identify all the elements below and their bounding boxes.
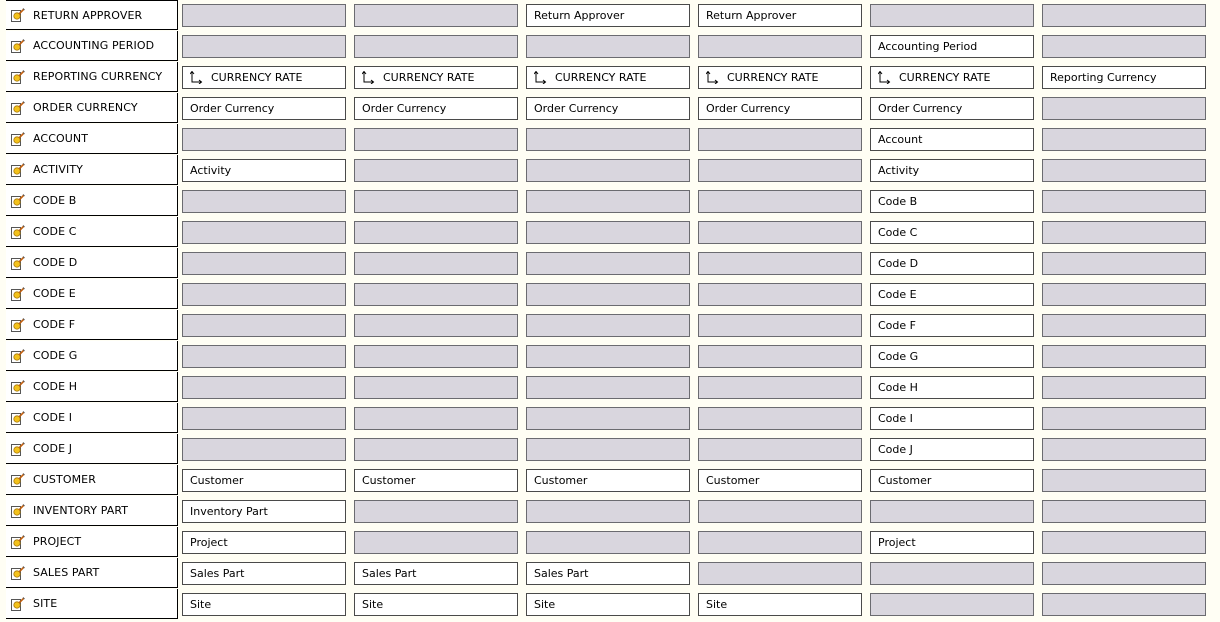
cell-accounting-period[interactable] xyxy=(870,35,1034,58)
cell-disabled xyxy=(698,314,862,337)
cell-disabled xyxy=(1042,283,1206,306)
row-code-d xyxy=(0,248,1220,279)
axis-arrow-icon xyxy=(534,71,547,84)
cell-disabled xyxy=(1042,252,1206,275)
row-header[interactable] xyxy=(6,31,178,61)
cell-disabled xyxy=(182,128,346,151)
cell-disabled xyxy=(698,283,862,306)
cell-disabled xyxy=(698,345,862,368)
cell-disabled xyxy=(1042,190,1206,213)
cell-code-c[interactable] xyxy=(870,221,1034,244)
cell-text: Account xyxy=(878,133,923,146)
row-site xyxy=(0,589,1220,620)
cell-customer[interactable] xyxy=(182,469,346,492)
row-header-label: SITE xyxy=(33,597,58,610)
cell-text: Order Currency xyxy=(878,102,963,115)
cell-text: Site xyxy=(190,598,212,611)
row-account xyxy=(0,124,1220,155)
cell-activity[interactable] xyxy=(182,159,346,182)
row-header-label: CODE H xyxy=(33,380,78,393)
row-header-label: CODE I xyxy=(33,411,73,424)
cell-order-currency[interactable] xyxy=(182,97,346,120)
cell-order-currency[interactable] xyxy=(354,97,518,120)
cell-order-currency[interactable] xyxy=(526,97,690,120)
cell-text: Reporting Currency xyxy=(1050,71,1157,84)
cell-project[interactable] xyxy=(182,531,346,554)
cell-text: Sales Part xyxy=(534,567,589,580)
cell-text: Activity xyxy=(190,164,232,177)
row-header[interactable] xyxy=(6,124,178,154)
cell-disabled xyxy=(1042,314,1206,337)
cell-text: Project xyxy=(190,536,228,549)
cell-disabled xyxy=(354,128,518,151)
cell-text: Return Approver xyxy=(706,9,797,22)
row-header-label: CODE D xyxy=(33,256,78,269)
cell-disabled xyxy=(182,314,346,337)
entity-edit-icon xyxy=(11,535,25,549)
row-header-label: ACTIVITY xyxy=(33,163,83,176)
cell-text: Order Currency xyxy=(190,102,275,115)
cell-disabled xyxy=(526,159,690,182)
cell-text: Code E xyxy=(878,288,917,301)
row-code-g xyxy=(0,341,1220,372)
row-code-e xyxy=(0,279,1220,310)
entity-edit-icon xyxy=(11,287,25,301)
cell-disabled xyxy=(1042,562,1206,585)
cell-text: Sales Part xyxy=(190,567,245,580)
row-header[interactable] xyxy=(6,279,178,309)
cell-disabled xyxy=(354,500,518,523)
cell-text: Code G xyxy=(878,350,919,363)
cell-disabled xyxy=(526,500,690,523)
row-header-label: RETURN APPROVER xyxy=(33,8,143,22)
cell-disabled xyxy=(1042,97,1206,120)
row-header-label: CODE G xyxy=(33,349,78,362)
row-header[interactable] xyxy=(6,155,178,185)
cell-disabled xyxy=(1042,407,1206,430)
row-header[interactable] xyxy=(6,0,178,30)
cell-disabled xyxy=(354,4,518,27)
cell-disabled xyxy=(354,190,518,213)
cell-activity[interactable] xyxy=(870,159,1034,182)
row-header-label: CODE F xyxy=(33,318,76,331)
cell-text: Site xyxy=(362,598,384,611)
cell-disabled xyxy=(870,593,1034,616)
cell-code-b[interactable] xyxy=(870,190,1034,213)
cell-code-d[interactable] xyxy=(870,252,1034,275)
cell-disabled xyxy=(526,35,690,58)
cell-disabled xyxy=(698,531,862,554)
entity-edit-icon xyxy=(11,349,25,363)
cell-disabled xyxy=(526,252,690,275)
row-activity xyxy=(0,155,1220,186)
row-header[interactable] xyxy=(6,217,178,247)
cell-disabled xyxy=(698,159,862,182)
cell-text: Customer xyxy=(706,474,760,487)
row-header-label: REPORTING CURRENCY xyxy=(33,70,163,83)
row-accounting-period xyxy=(0,31,1220,62)
cell-disabled xyxy=(698,562,862,585)
cell-disabled xyxy=(354,221,518,244)
cell-customer[interactable] xyxy=(526,469,690,492)
cell-disabled xyxy=(354,35,518,58)
cell-text: Customer xyxy=(362,474,416,487)
cell-disabled xyxy=(698,407,862,430)
cell-text: Code C xyxy=(878,226,918,239)
entity-edit-icon xyxy=(11,132,25,146)
cell-text: Return Approver xyxy=(534,9,625,22)
entity-edit-icon xyxy=(11,256,25,270)
cell-disabled xyxy=(698,190,862,213)
cell-disabled xyxy=(354,159,518,182)
cell-sales-part[interactable] xyxy=(526,562,690,585)
row-inventory-part xyxy=(0,496,1220,527)
cell-disabled xyxy=(698,376,862,399)
cell-text: Project xyxy=(878,536,916,549)
cell-text: CURRENCY RATE xyxy=(727,71,819,84)
entity-edit-icon xyxy=(11,380,25,394)
cell-code-e[interactable] xyxy=(870,283,1034,306)
cell-text: Site xyxy=(706,598,728,611)
row-header-label: INVENTORY PART xyxy=(33,504,129,517)
cell-disabled xyxy=(526,128,690,151)
row-header[interactable] xyxy=(6,186,178,216)
entity-edit-icon xyxy=(11,70,25,84)
row-project xyxy=(0,527,1220,558)
cell-disabled xyxy=(870,500,1034,523)
cell-disabled xyxy=(1042,438,1206,461)
row-header[interactable] xyxy=(6,372,178,402)
cell-text: Code F xyxy=(878,319,916,332)
row-customer xyxy=(0,465,1220,496)
cell-disabled xyxy=(1042,531,1206,554)
row-header[interactable] xyxy=(6,496,178,526)
row-sales-part xyxy=(0,558,1220,589)
cell-disabled xyxy=(182,190,346,213)
entity-edit-icon xyxy=(11,39,25,53)
cell-disabled xyxy=(1042,345,1206,368)
entity-edit-icon xyxy=(11,597,25,611)
row-header-label: CODE C xyxy=(33,225,77,238)
cell-text: Customer xyxy=(878,474,932,487)
cell-text: Order Currency xyxy=(534,102,619,115)
cell-site[interactable] xyxy=(698,593,862,616)
entity-edit-icon xyxy=(11,442,25,456)
cell-disabled xyxy=(526,221,690,244)
cell-disabled xyxy=(698,252,862,275)
entity-edit-icon xyxy=(11,411,25,425)
cell-disabled xyxy=(526,345,690,368)
cell-text: Order Currency xyxy=(706,102,791,115)
axis-arrow-icon xyxy=(706,71,719,84)
cell-disabled xyxy=(1042,376,1206,399)
row-header[interactable] xyxy=(6,434,178,464)
cell-disabled xyxy=(354,407,518,430)
entity-edit-icon xyxy=(11,473,25,487)
cell-text: CURRENCY RATE xyxy=(211,71,303,84)
cell-disabled xyxy=(354,531,518,554)
cell-disabled xyxy=(526,190,690,213)
cell-disabled xyxy=(698,500,862,523)
row-header-label: SALES PART xyxy=(33,566,100,579)
cell-code-i[interactable] xyxy=(870,407,1034,430)
row-header[interactable] xyxy=(6,465,178,495)
cell-disabled xyxy=(1042,35,1206,58)
cell-disabled xyxy=(1042,159,1206,182)
cell-text: CURRENCY RATE xyxy=(899,71,991,84)
cell-text: Activity xyxy=(878,164,920,177)
row-code-f xyxy=(0,310,1220,341)
cell-return-approver[interactable] xyxy=(526,4,690,27)
cell-disabled xyxy=(526,283,690,306)
entity-edit-icon xyxy=(11,101,25,115)
cell-disabled xyxy=(1042,4,1206,27)
cell-text: Site xyxy=(534,598,556,611)
row-header[interactable] xyxy=(6,527,178,557)
cell-inventory-part[interactable] xyxy=(182,500,346,523)
cell-text: Order Currency xyxy=(362,102,447,115)
cell-text: Accounting Period xyxy=(878,40,978,53)
row-reporting-currency xyxy=(0,62,1220,93)
row-header[interactable] xyxy=(6,310,178,340)
axis-arrow-icon xyxy=(362,71,375,84)
row-code-i xyxy=(0,403,1220,434)
row-header[interactable] xyxy=(6,589,178,619)
cell-disabled xyxy=(526,407,690,430)
cell-disabled xyxy=(182,438,346,461)
cell-disabled xyxy=(182,35,346,58)
row-header[interactable] xyxy=(6,248,178,278)
cell-disabled xyxy=(698,221,862,244)
cell-text: Code J xyxy=(878,443,913,456)
cell-text: CURRENCY RATE xyxy=(383,71,475,84)
row-header[interactable] xyxy=(6,62,178,92)
cell-disabled xyxy=(698,128,862,151)
cell-reporting-currency[interactable] xyxy=(1042,66,1206,89)
entity-edit-icon xyxy=(11,8,25,22)
cell-disabled xyxy=(354,252,518,275)
row-order-currency xyxy=(0,93,1220,124)
cell-sales-part[interactable] xyxy=(354,562,518,585)
cell-customer[interactable] xyxy=(870,469,1034,492)
cell-text: Inventory Part xyxy=(190,505,268,518)
cell-disabled xyxy=(182,4,346,27)
cell-site[interactable] xyxy=(526,593,690,616)
cell-disabled xyxy=(354,345,518,368)
entity-edit-icon xyxy=(11,318,25,332)
cell-site[interactable] xyxy=(182,593,346,616)
row-header-label: CODE J xyxy=(33,442,73,455)
row-header[interactable] xyxy=(6,93,178,123)
row-header-label: ORDER CURRENCY xyxy=(33,101,138,114)
cell-disabled xyxy=(354,438,518,461)
cell-text: Code I xyxy=(878,412,913,425)
cell-disabled xyxy=(698,35,862,58)
cell-account[interactable] xyxy=(870,128,1034,151)
row-header-label: CODE E xyxy=(33,287,76,300)
cell-text: Code H xyxy=(878,381,918,394)
cell-disabled xyxy=(1042,221,1206,244)
cell-disabled xyxy=(698,438,862,461)
cell-currency-rate[interactable] xyxy=(870,66,1034,89)
cell-disabled xyxy=(526,438,690,461)
axis-arrow-icon xyxy=(190,71,203,84)
cell-disabled xyxy=(182,252,346,275)
row-code-h xyxy=(0,372,1220,403)
cell-disabled xyxy=(354,283,518,306)
row-code-b xyxy=(0,186,1220,217)
row-header[interactable] xyxy=(6,341,178,371)
cell-disabled xyxy=(1042,469,1206,492)
row-return-approver xyxy=(0,0,1220,31)
entity-edit-icon xyxy=(11,163,25,177)
cell-code-h[interactable] xyxy=(870,376,1034,399)
cell-disabled xyxy=(354,314,518,337)
cell-text: Code B xyxy=(878,195,918,208)
cell-text: Customer xyxy=(534,474,588,487)
cell-text: CURRENCY RATE xyxy=(555,71,647,84)
cell-order-currency[interactable] xyxy=(698,97,862,120)
cell-disabled xyxy=(354,376,518,399)
row-code-j xyxy=(0,434,1220,465)
cell-code-g[interactable] xyxy=(870,345,1034,368)
cell-disabled xyxy=(870,562,1034,585)
cell-disabled xyxy=(182,345,346,368)
cell-currency-rate[interactable] xyxy=(354,66,518,89)
cell-disabled xyxy=(1042,593,1206,616)
cell-customer[interactable] xyxy=(354,469,518,492)
cell-disabled xyxy=(182,407,346,430)
entity-edit-icon xyxy=(11,225,25,239)
row-code-c xyxy=(0,217,1220,248)
entity-edit-icon xyxy=(11,504,25,518)
row-header-label: PROJECT xyxy=(33,535,82,548)
cell-project[interactable] xyxy=(870,531,1034,554)
cell-disabled xyxy=(526,314,690,337)
cell-code-j[interactable] xyxy=(870,438,1034,461)
row-header-label: ACCOUNT xyxy=(33,132,89,145)
cell-currency-rate[interactable] xyxy=(182,66,346,89)
cell-site[interactable] xyxy=(354,593,518,616)
cell-currency-rate[interactable] xyxy=(698,66,862,89)
cell-disabled xyxy=(526,531,690,554)
row-header-label: CUSTOMER xyxy=(33,473,96,486)
row-header[interactable] xyxy=(6,558,178,588)
cell-disabled xyxy=(1042,500,1206,523)
row-header-label: CODE B xyxy=(33,194,77,207)
cell-disabled xyxy=(182,221,346,244)
cell-disabled xyxy=(182,283,346,306)
cell-text: Code D xyxy=(878,257,919,270)
entity-edit-icon xyxy=(11,194,25,208)
cell-disabled xyxy=(526,376,690,399)
row-header-label: ACCOUNTING PERIOD xyxy=(33,39,155,52)
cell-code-f[interactable] xyxy=(870,314,1034,337)
cell-order-currency[interactable] xyxy=(870,97,1034,120)
cell-customer[interactable] xyxy=(698,469,862,492)
entity-edit-icon xyxy=(11,566,25,580)
row-header[interactable] xyxy=(6,403,178,433)
cell-return-approver[interactable] xyxy=(698,4,862,27)
cell-text: Sales Part xyxy=(362,567,417,580)
cell-text: Customer xyxy=(190,474,244,487)
cell-sales-part[interactable] xyxy=(182,562,346,585)
cell-currency-rate[interactable] xyxy=(526,66,690,89)
axis-arrow-icon xyxy=(878,71,891,84)
cell-disabled xyxy=(182,376,346,399)
cell-disabled xyxy=(870,4,1034,27)
cell-disabled xyxy=(1042,128,1206,151)
